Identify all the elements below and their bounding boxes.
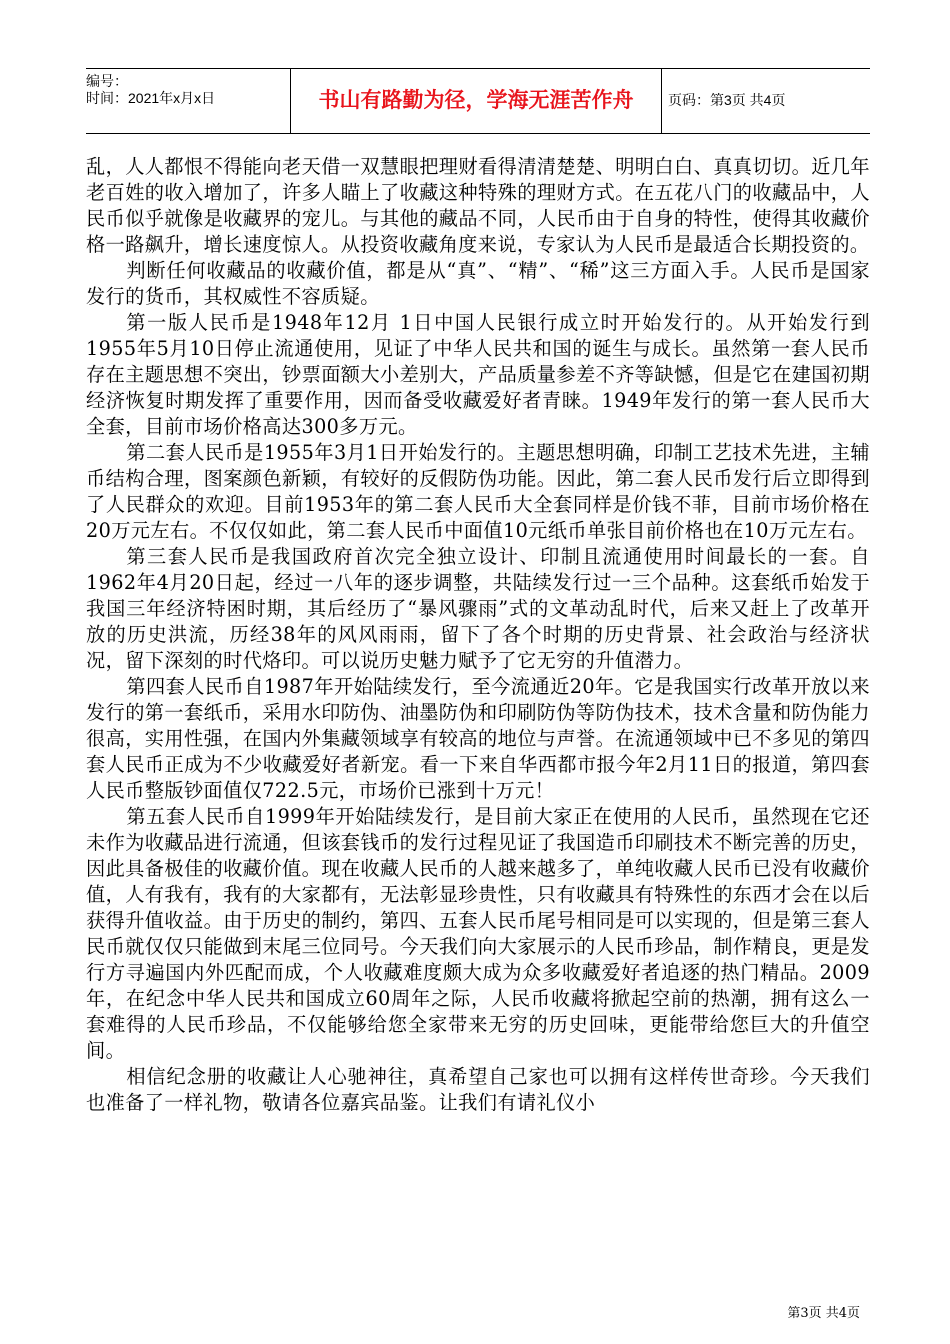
page-footer: 第3页 共4页 <box>787 1306 860 1321</box>
paragraph-continued: 乱，人人都恨不得能向老天借一双慧眼把理财看得清清楚楚、明明白白、真真切切。近几年老百姓的收入增加了，许多人瞄上了收藏这种特殊的理财方式。在五花八门的收藏品中，人民币似乎就像是收藏界的宠儿。与其他的藏品不同，人民币由于自身的特性，使得其收藏价格一路飙升，增长速度惊人。从投资收藏角度来说，专家认为人民币是最适合长期投资的。 <box>86 155 870 256</box>
document-number-label: 编号： <box>86 73 128 89</box>
header-motto: 书山有路勤为径，学海无涯苦作舟 <box>290 69 662 133</box>
page-header <box>86 68 870 134</box>
document-body <box>86 154 870 1116</box>
paragraph: 第二套人民币是1955年3月1日开始发行的。主题思想明确，印制工艺技术先进，主辅币结构合理，图案颜色新颖，有较好的反假防伪功能。因此，第二套人民币发行后立即得到了人民群众的欢迎。目前1953年的第二套人民币大全套同样是价钱不菲，目前市场价格在20万元左右。不仅仅如此，第二套人民币中面值10元纸币单张目前价格也在10万元左右。 <box>86 441 870 542</box>
paragraph: 第一版人民币是1948年12月 1日中国人民银行成立时开始发行的。从开始发行到1955年5月10日停止流通使用，见证了中华人民共和国的诞生与成长。虽然第一套人民币存在主题思想不突出，钞票面额大小差别大，产品质量参差不齐等缺憾，但是它在建国初期经济恢复时期发挥了重要作用，因而备受收藏爱好者青睐。1949年发行的第一套人民币大全套，目前市场价格高达300多万元。 <box>86 311 870 438</box>
paragraph: 判断任何收藏品的收藏价值，都是从“真”、“精”、“稀”这三方面入手。人民币是国家发行的货币，其权威性不容质疑。 <box>86 259 870 308</box>
paragraph: 第三套人民币是我国政府首次完全独立设计、印制且流通使用时间最长的一套。自1962年4月20日起，经过一八年的逐步调整，共陆续发行过一三个品种。这套纸币始发于我国三年经济特困时期，其后经历了“暴风骤雨”式的文革动乱时代，后来又赶上了改革开放的历史洪流，历经38年的风风雨雨，留下了各个时期的历史背景、社会政治与经济状况，留下深刻的时代烙印。可以说历史魅力赋予了它无穷的升值潜力。 <box>86 545 870 672</box>
paragraph: 相信纪念册的收藏让人心驰神往，真希望自己家也可以拥有这样传世奇珍。今天我们也准备了一样礼物，敬请各位嘉宾品鉴。让我们有请礼仪小 <box>86 1065 870 1114</box>
paragraph: 第五套人民币自1999年开始陆续发行，是目前大家正在使用的人民币，虽然现在它还未作为收藏品进行流通，但该套钱币的发行过程见证了我国造币印刷技术不断完善的历史，因此具备极佳的收藏价值。现在收藏人民币的人越来越多了，单纯收藏人民币已没有收藏价值，人有我有，我有的大家都有，无法彰显珍贵性，只有收藏具有特殊性的东西才会在以后获得升值收益。由于历史的制约，第四、五套人民币尾号相同是可以实现的，但是第三套人民币就仅仅只能做到末尾三位同号。今天我们向大家展示的人民币珍品，制作精良，更是发行方寻遍国内外匹配而成，个人收藏难度颇大成为众多收藏爱好者追逐的热门精品。2009年，在纪念中华人民共和国成立60周年之际，人民币收藏将掀起空前的热潮，拥有这么一套难得的人民币珍品，不仅能够给您全家带来无穷的历史回味，更能带给您巨大的升值空间。 <box>86 805 870 1062</box>
header-page-number: 页码：第3页 共4页 <box>668 92 786 108</box>
header-meta <box>86 69 290 133</box>
paragraph: 第四套人民币自1987年开始陆续发行，至今流通近20年。它是我国实行改革开放以来发行的第一套纸币，采用水印防伪、油墨防伪和印刷防伪等防伪技术，技术含量和防伪能力很高，实用性强，在国内外集藏领域享有较高的地位与声誉。在流通领域中已不多见的第四套人民币正成为不少收藏爱好者新宠。看一下来自华西都市报今年2月11日的报道，第四套人民币整版钞面值仅722.5元，市场价已涨到十万元！ <box>86 675 870 802</box>
document-time-label: 时间：2021年x月x日 <box>86 90 216 106</box>
